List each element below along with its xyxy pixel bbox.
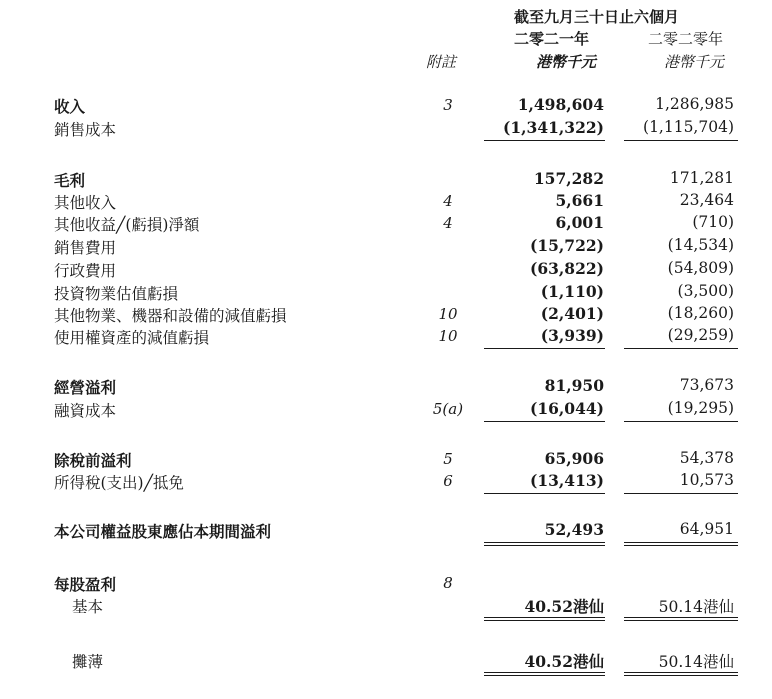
row-label: 其他收入 xyxy=(54,194,117,212)
row-value-2021: 40.52港仙 xyxy=(524,597,604,616)
row-note: 4 xyxy=(443,192,453,210)
row-note: 10 xyxy=(438,305,458,323)
row-note: 5 xyxy=(443,450,453,468)
row-label: 經營溢利 xyxy=(54,378,117,397)
row-value-2021: 157,282 xyxy=(533,169,604,188)
row-label: 使用權資產的減值虧損 xyxy=(54,329,210,347)
row-label: 除稅前溢利 xyxy=(54,451,132,470)
row-value-2020: 23,464 xyxy=(679,191,734,209)
row-label: 銷售費用 xyxy=(54,239,117,257)
total-double-rule xyxy=(484,545,605,546)
total-double-rule xyxy=(484,672,605,673)
subtotal-rule xyxy=(624,421,738,422)
row-value-2021: (1,110) xyxy=(540,282,604,301)
row-label: 本公司權益股東應佔本期間溢利 xyxy=(54,522,272,541)
row-value-2020: (18,260) xyxy=(667,304,734,322)
year-2020-header: 二零二零年 xyxy=(648,30,724,48)
row-note: 5(a) xyxy=(432,400,464,418)
total-double-rule xyxy=(624,620,738,621)
row-label: 融資成本 xyxy=(54,402,117,420)
row-label: 投資物業估值虧損 xyxy=(54,285,179,303)
row-label: 收入 xyxy=(54,97,86,116)
row-value-2021: (13,413) xyxy=(530,471,604,490)
row-value-2021: 81,950 xyxy=(544,376,604,395)
row-note: 10 xyxy=(438,327,458,345)
row-value-2021: 5,661 xyxy=(555,191,604,210)
total-double-rule xyxy=(484,675,605,676)
row-value-2020: 10,573 xyxy=(679,471,734,489)
subtotal-rule xyxy=(484,421,605,422)
row-label: 基本 xyxy=(72,598,104,616)
row-value-2020: 1,286,985 xyxy=(655,95,734,113)
row-value-2021: (15,722) xyxy=(530,236,604,255)
row-value-2020: (14,534) xyxy=(667,236,734,254)
row-note: 3 xyxy=(443,96,453,114)
row-label: 每股盈利 xyxy=(54,575,117,594)
row-value-2021: (16,044) xyxy=(530,399,604,418)
total-double-rule xyxy=(484,617,605,618)
row-note: 4 xyxy=(443,214,453,232)
row-label: 毛利 xyxy=(54,171,86,190)
row-value-2020: 50.14港仙 xyxy=(658,653,734,671)
row-value-2021: 40.52港仙 xyxy=(524,652,604,671)
row-value-2021: 65,906 xyxy=(544,449,604,468)
subtotal-rule xyxy=(484,348,605,349)
row-value-2020: 50.14港仙 xyxy=(658,598,734,616)
unit-2021-header: 港幣千元 xyxy=(536,53,597,71)
total-double-rule xyxy=(624,542,738,543)
row-value-2021: 6,001 xyxy=(555,213,604,232)
note-header: 附註 xyxy=(426,53,457,71)
subtotal-rule xyxy=(484,493,605,494)
year-2021-header: 二零二一年 xyxy=(514,30,590,48)
row-value-2020: 54,378 xyxy=(679,449,734,467)
row-label: 攤薄 xyxy=(72,653,104,671)
row-value-2021: 1,498,604 xyxy=(517,95,604,114)
row-value-2020: 73,673 xyxy=(679,376,734,394)
row-value-2020: (29,259) xyxy=(667,326,734,344)
row-value-2020: (19,295) xyxy=(667,399,734,417)
total-double-rule xyxy=(624,675,738,676)
row-label: 行政費用 xyxy=(54,262,117,280)
total-double-rule xyxy=(484,542,605,543)
period-header: 截至九月三十日止六個月 xyxy=(514,8,680,26)
row-value-2020: 64,951 xyxy=(679,520,734,538)
total-double-rule xyxy=(624,617,738,618)
row-value-2020: (54,809) xyxy=(667,259,734,277)
row-value-2020: (710) xyxy=(692,213,734,231)
row-label: 所得稅(支出)╱抵免 xyxy=(54,474,184,492)
row-value-2021: (3,939) xyxy=(540,326,604,345)
subtotal-rule xyxy=(624,493,738,494)
row-label: 銷售成本 xyxy=(54,121,117,139)
total-double-rule xyxy=(624,545,738,546)
subtotal-rule xyxy=(484,140,605,141)
total-double-rule xyxy=(484,620,605,621)
subtotal-rule xyxy=(624,348,738,349)
row-note: 6 xyxy=(443,472,453,490)
unit-2020-header: 港幣千元 xyxy=(664,53,725,71)
row-value-2021: (1,341,322) xyxy=(503,118,604,137)
row-value-2021: (63,822) xyxy=(530,259,604,278)
row-value-2021: (2,401) xyxy=(540,304,604,323)
row-note: 8 xyxy=(443,574,453,592)
row-value-2020: (3,500) xyxy=(677,282,734,300)
row-value-2021: 52,493 xyxy=(544,520,604,539)
subtotal-rule xyxy=(624,140,738,141)
row-value-2020: (1,115,704) xyxy=(643,118,734,136)
row-value-2020: 171,281 xyxy=(669,169,734,187)
total-double-rule xyxy=(624,672,738,673)
row-label: 其他物業、機器和設備的減值虧損 xyxy=(54,307,287,325)
row-label: 其他收益╱(虧損)淨額 xyxy=(54,216,200,234)
